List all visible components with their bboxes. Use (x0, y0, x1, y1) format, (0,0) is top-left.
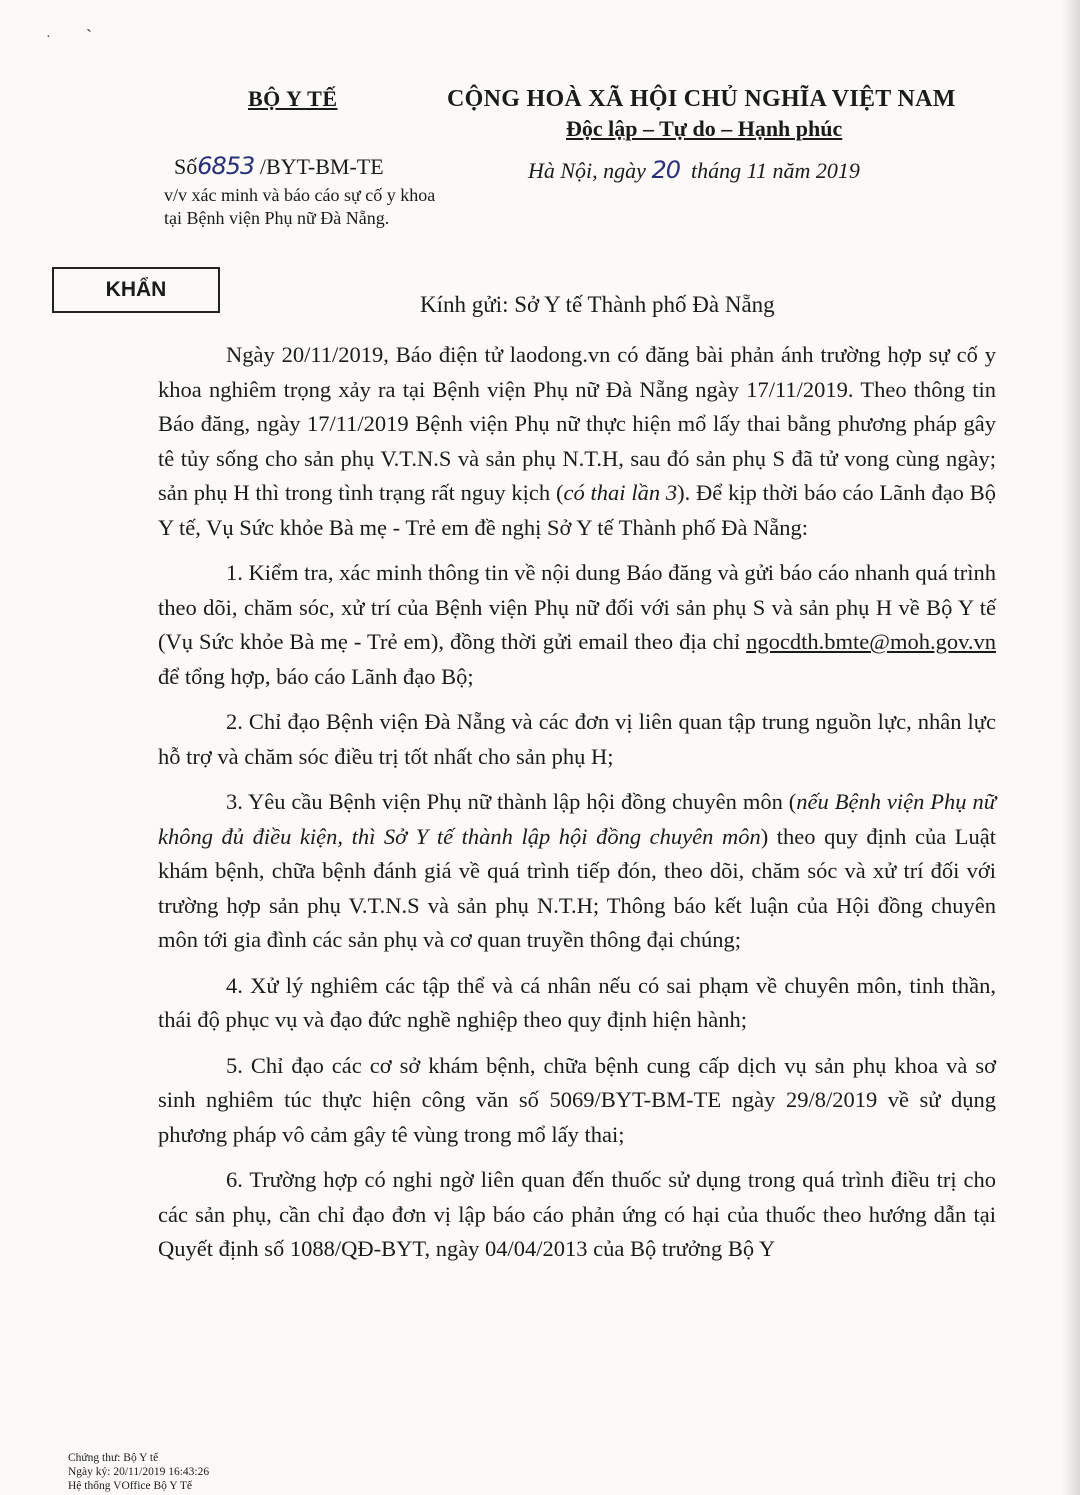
recipient-line: Kính gửi: Sở Y tế Thành phố Đà Nẵng (420, 292, 775, 317)
date-prefix: Hà Nội, ngày (528, 158, 646, 183)
handwritten-day: 20 (651, 156, 680, 184)
number-prefix: Số (174, 154, 198, 179)
signature-system: Hệ thống VOffice Bộ Y Tế (68, 1480, 193, 1492)
scan-edge-shadow (1062, 0, 1080, 1495)
item-1: 1. Kiểm tra, xác minh thông tin về nội dung Báo đăng và gửi báo cáo nhanh quá trình theo dõi, chăm sóc, xử trí của Bệnh viện Phụ nữ đối với sản phụ S và sản phụ H về Bộ Y tế (Vụ Sức khỏe Bà mẹ - Trẻ em), đồng thời gửi email theo địa chỉ ngocdth.bmte@moh.gov.vn để tổng hợp, báo cáo Lãnh đạo Bộ; (158, 560, 996, 689)
handwritten-number: 6853 (197, 152, 255, 180)
intro-paragraph: Ngày 20/11/2019, Báo điện tử laodong.vn có đăng bài phản ánh trường hợp sự cố y khoa nghiêm trọng xảy ra tại Bệnh viện Phụ nữ Đà Nẵng ngày 17/11/2019. Theo thông tin Báo đăng, ngày 17/11/2019 Bệnh viện Phụ nữ thực hiện mổ lấy thai bằng phương pháp gây tê tủy sống cho sản phụ V.T.N.S và sản phụ N.T.H, sau đó sản phụ S đã tử vong cùng ngày; sản phụ H thì trong tình trạng rất nguy kịch (có thai lần 3). Để kịp thời báo cáo Lãnh đạo Bộ Y tế, Vụ Sức khỏe Bà mẹ - Trẻ em đề nghị Sở Y tế Thành phố Đà Nẵng: (158, 342, 996, 540)
date-suffix: tháng 11 năm 2019 (691, 158, 860, 183)
signature-certificate: Chứng thư: Bộ Y tế (68, 1452, 159, 1464)
issuing-agency: BỘ Y TẾ (248, 86, 338, 111)
document-number (174, 152, 384, 180)
scan-speck: ˋ (86, 26, 92, 46)
item-2: 2. Chỉ đạo Bệnh viện Đà Nẵng và các đơn vị liên quan tập trung nguồn lực, nhân lực hỗ trợ và chăm sóc điều trị tốt nhất cho sản phụ H; (158, 709, 996, 769)
number-suffix: /BYT-BM-TE (259, 154, 384, 179)
scan-speck: · (46, 30, 51, 45)
item-6: 6. Trường hợp có nghi ngờ liên quan đến thuốc sử dụng trong quá trình điều trị cho các sản phụ, cần chỉ đạo đơn vị lập báo cáo phản ứng có hại của thuốc theo hướng dẫn tại Quyết định số 1088/QĐ-BYT, ngày 04/04/2013 của Bộ trưởng Bộ Y (158, 1167, 996, 1261)
item-3: 3. Yêu cầu Bệnh viện Phụ nữ thành lập hội đồng chuyên môn (nếu Bệnh viện Phụ nữ không đủ điều kiện, thì Sở Y tế thành lập hội đồng chuyên môn) theo quy định của Luật khám bệnh, chữa bệnh đánh giá về quá trình tiếp đón, theo dõi, chăm sóc và xử trí đối với trường hợp sản phụ V.T.N.S và sản phụ N.T.H; Thông báo kết luận của Hội đồng chuyên môn tới gia đình các sản phụ và cơ quan truyền thông đại chúng; (158, 789, 996, 952)
item-5: 5. Chỉ đạo các cơ sở khám bệnh, chữa bệnh cung cấp dịch vụ sản phụ khoa và sơ sinh nghiêm túc thực hiện công văn số 5069/BYT-BM-TE ngày 29/8/2019 về sử dụng phương pháp vô cảm gây tê vùng trong mổ lấy thai; (158, 1052, 996, 1147)
document-body (158, 338, 996, 1278)
email-link[interactable]: ngocdth.bmte@moh.gov.vn (746, 629, 996, 654)
document-date (528, 156, 860, 184)
item-4: 4. Xử lý nghiêm các tập thể và cá nhân nếu có sai phạm về chuyên môn, tinh thần, thái độ phục vụ và đạo đức nghề nghiệp theo quy định hiện hành; (158, 972, 996, 1032)
national-motto: Độc lập – Tự do – Hạnh phúc (566, 116, 843, 141)
national-title: CỘNG HOÀ XÃ HỘI CHỦ NGHĨA VIỆT NAM (447, 86, 956, 112)
document-subject: v/v xác minh và báo cáo sự cố y khoa tại Bệnh viện Phụ nữ Đà Nẵng. (164, 185, 436, 228)
digital-signature-stamp (68, 1451, 209, 1493)
urgency-stamp: KHẨN (52, 267, 220, 313)
signature-timestamp: Ngày ký: 20/11/2019 16:43:26 (68, 1466, 210, 1478)
